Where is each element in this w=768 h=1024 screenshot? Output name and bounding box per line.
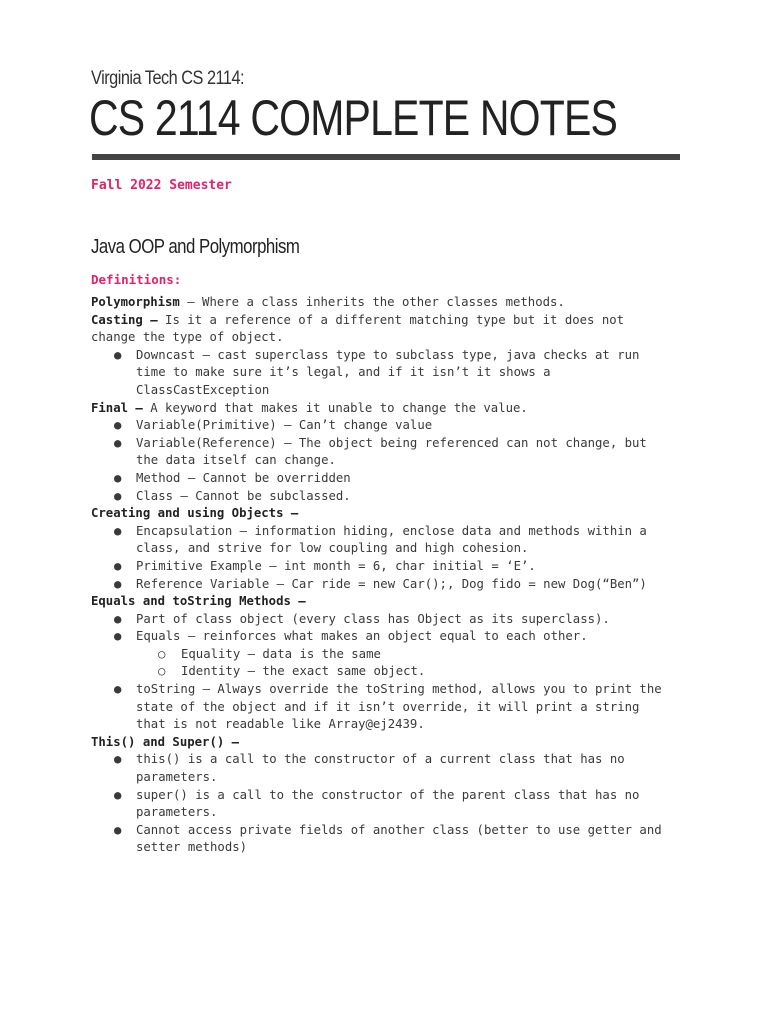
sub-list-item — [91, 663, 691, 681]
list-item — [91, 523, 691, 541]
list-item-text: Equality – data is the same — [181, 646, 381, 661]
list-item-text: Method – Cannot be overridden — [136, 470, 351, 485]
semester-label: Fall 2022 Semester — [91, 178, 232, 193]
definition-text: A keyword that makes it unable to change the value. — [142, 400, 528, 415]
term-this-super: This() and Super() – — [91, 734, 240, 749]
sub-list-item — [91, 646, 691, 664]
bullet-icon: ● — [114, 611, 122, 626]
list-item-continuation: time to make sure it’s legal, and if it isn’t it shows a — [136, 365, 551, 380]
list-item-text: Variable(Reference) – The object being referenced can not change, but — [136, 435, 647, 450]
bullet-icon: ● — [114, 488, 122, 503]
definition-casting — [91, 312, 691, 330]
list-item — [91, 787, 691, 805]
bullet-icon: ● — [114, 523, 122, 538]
document-subtitle: Virginia Tech CS 2114: — [91, 68, 245, 89]
list-item-text: Encapsulation – information hiding, enclose data and methods within a — [136, 523, 647, 538]
list-item-continuation: state of the object and if it isn’t override, it will print a string — [136, 699, 640, 714]
list-item-text: Primitive Example – int month = 6, char initial = ‘E’. — [136, 558, 536, 573]
list-item-text: this() is a call to the constructor of a current class that has no — [136, 752, 625, 767]
list-item — [91, 488, 691, 506]
list-item — [91, 417, 691, 435]
list-item-text: Cannot access private fields of another class (better to use getter and — [136, 822, 662, 837]
list-item — [91, 435, 691, 453]
bullet-icon: ● — [114, 418, 122, 433]
list-item — [91, 558, 691, 576]
bullet-icon: ● — [114, 576, 122, 591]
notes-body — [91, 294, 691, 857]
term-casting: Casting – — [91, 312, 158, 327]
bullet-icon: ● — [114, 435, 122, 450]
list-item — [91, 751, 691, 769]
list-item-text: Reference Variable – Car ride = new Car();, Dog fido = new Dog(“Ben”) — [136, 576, 647, 591]
bullet-icon: ● — [114, 787, 122, 802]
definition-text: change the type of object. — [91, 330, 284, 345]
list-item-continuation: the data itself can change. — [136, 453, 336, 468]
definition-final — [91, 400, 691, 418]
list-item-continuation: parameters. — [136, 805, 218, 820]
term-equals-tostring: Equals and toString Methods – — [91, 594, 306, 609]
bullet-icon: ● — [114, 629, 122, 644]
bullet-icon: ● — [114, 682, 122, 697]
definition-text: – Where a class inherits the other classes methods. — [179, 295, 565, 309]
bullet-icon: ● — [114, 347, 122, 362]
definitions-label: Definitions: — [91, 272, 182, 287]
list-item — [91, 576, 691, 594]
list-item-continuation: ClassCastException — [136, 382, 270, 397]
bullet-icon: ● — [114, 822, 122, 837]
list-item-text: Variable(Primitive) – Can’t change value — [136, 418, 433, 433]
definition-text: Is it a reference of a different matching type but it does not — [157, 312, 625, 327]
list-item-text: super() is a call to the constructor of the parent class that has no — [136, 787, 640, 802]
term-polymorphism: Polymorphism — [91, 295, 180, 309]
list-item-text: Equals – reinforces what makes an object equal to each other. — [136, 629, 588, 644]
list-item — [91, 681, 691, 699]
list-item-continuation: that is not readable like Array@ej2439. — [136, 717, 425, 732]
list-item-text: Identity – the exact same object. — [181, 664, 426, 679]
title-divider — [92, 154, 680, 160]
sub-bullet-icon: ○ — [158, 646, 166, 661]
list-item-continuation: parameters. — [136, 770, 218, 785]
list-item-text: Class – Cannot be subclassed. — [136, 488, 351, 503]
list-item-continuation: setter methods) — [136, 840, 248, 855]
list-item — [91, 347, 691, 365]
sub-bullet-icon: ○ — [158, 664, 166, 679]
bullet-icon: ● — [114, 752, 122, 767]
list-item — [91, 822, 691, 840]
list-item — [91, 611, 691, 629]
list-item-continuation: class, and strive for low coupling and high cohesion. — [136, 541, 529, 556]
definition-polymorphism — [91, 294, 691, 312]
document-title: CS 2114 COMPLETE NOTES — [89, 90, 618, 146]
list-item-text: toString – Always override the toString method, allows you to print the — [136, 682, 662, 697]
term-final: Final – — [91, 400, 143, 415]
bullet-icon: ● — [114, 558, 122, 573]
term-creating-objects: Creating and using Objects – — [91, 506, 299, 521]
list-item — [91, 470, 691, 488]
bullet-icon: ● — [114, 470, 122, 485]
list-item-text: Part of class object (every class has Object as its superclass). — [136, 611, 610, 626]
list-item — [91, 628, 691, 646]
section-heading: Java OOP and Polymorphism — [91, 236, 300, 258]
list-item-text: Downcast – cast superclass type to subclass type, java checks at run — [136, 347, 640, 362]
